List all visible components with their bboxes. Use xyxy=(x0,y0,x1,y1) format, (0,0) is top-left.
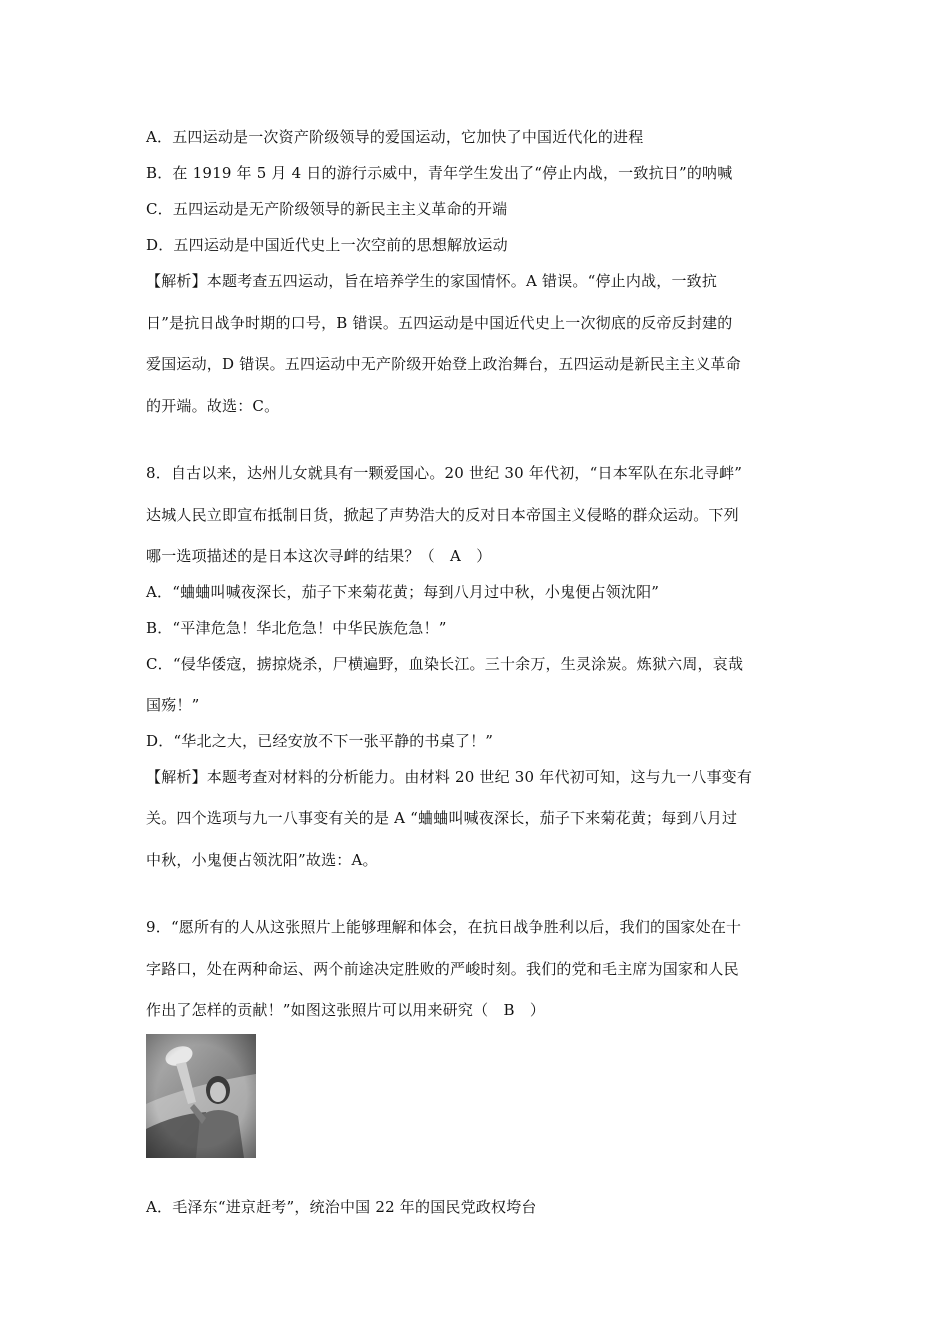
q7-option-a: A．五四运动是一次资产阶级领导的爱国运动，它加快了中国近代化的进程 xyxy=(146,128,644,146)
q8-option-c: C．“侵华倭寇，掳掠烧杀，尸横遍野，血染长江。三十余万，生灵涂炭。炼狱六周，哀哉 xyxy=(146,655,744,673)
q7-option-c: C．五四运动是无产阶级领导的新民主主义革命的开端 xyxy=(146,200,508,218)
q8-stem-line: 哪一选项描述的是日本这次寻衅的结果？（ A ） xyxy=(146,547,492,565)
q7-analysis-line: 爱国运动，D 错误。五四运动中无产阶级开始登上政治舞台，五四运动是新民主主义革命 xyxy=(146,355,741,373)
q8-option-a: A．“蛐蛐叫喊夜深长，茄子下来菊花黄；每到八月过中秋，小鬼便占领沈阳” xyxy=(146,583,660,601)
q9-stem-line: 作出了怎样的贡献！”如图这张照片可以用来研究（ B ） xyxy=(146,1001,546,1019)
historical-photo xyxy=(146,1034,256,1158)
q8-analysis-line: 中秋，小鬼便占领沈阳”故选：A。 xyxy=(146,851,378,869)
q7-analysis-line: 日”是抗日战争时期的口号，B 错误。五四运动是中国近代史上一次彻底的反帝反封建的 xyxy=(146,314,733,332)
q8-analysis-line: 【解析】本题考查对材料的分析能力。由材料 20 世纪 30 年代初可知，这与九一八事变有 xyxy=(146,768,753,786)
q9-stem-line: 字路口，处在两种命运、两个前途决定胜败的严峻时刻。我们的党和毛主席为国家和人民 xyxy=(146,960,739,978)
q7-analysis-line: 的开端。故选：C。 xyxy=(146,397,280,415)
q8-analysis-line: 关。四个选项与九一八事变有关的是 A “蛐蛐叫喊夜深长，茄子下来菊花黄；每到八月过 xyxy=(146,809,738,827)
q9-stem-line: 9．“愿所有的人从这张照片上能够理解和体会，在抗日战争胜利以后，我们的国家处在十 xyxy=(146,918,742,936)
q8-stem-line: 达城人民立即宣布抵制日货，掀起了声势浩大的反对日本帝国主义侵略的群众运动。下列 xyxy=(146,506,739,524)
q8-option-b: B．“平津危急！华北危急！中华民族危急！” xyxy=(146,619,447,637)
q7-option-b: B．在 1919 年 5 月 4 日的游行示威中，青年学生发出了“停止内战，一致抗日”的呐喊 xyxy=(146,164,733,182)
q9-option-a: A．毛泽东“进京赶考”，统治中国 22 年的国民党政权垮台 xyxy=(146,1198,537,1216)
q8-stem-line: 8．自古以来，达州儿女就具有一颗爱国心。20 世纪 30 年代初，“日本军队在东北寻衅” xyxy=(146,464,743,482)
q8-option-c-continued: 国殇！” xyxy=(146,696,200,714)
q7-analysis-line: 【解析】本题考查五四运动，旨在培养学生的家国情怀。A 错误。“停止内战，一致抗 xyxy=(146,272,718,290)
q8-option-d: D．“华北之大，已经安放不下一张平静的书桌了！” xyxy=(146,732,494,750)
q7-option-d: D．五四运动是中国近代史上一次空前的思想解放运动 xyxy=(146,236,508,254)
